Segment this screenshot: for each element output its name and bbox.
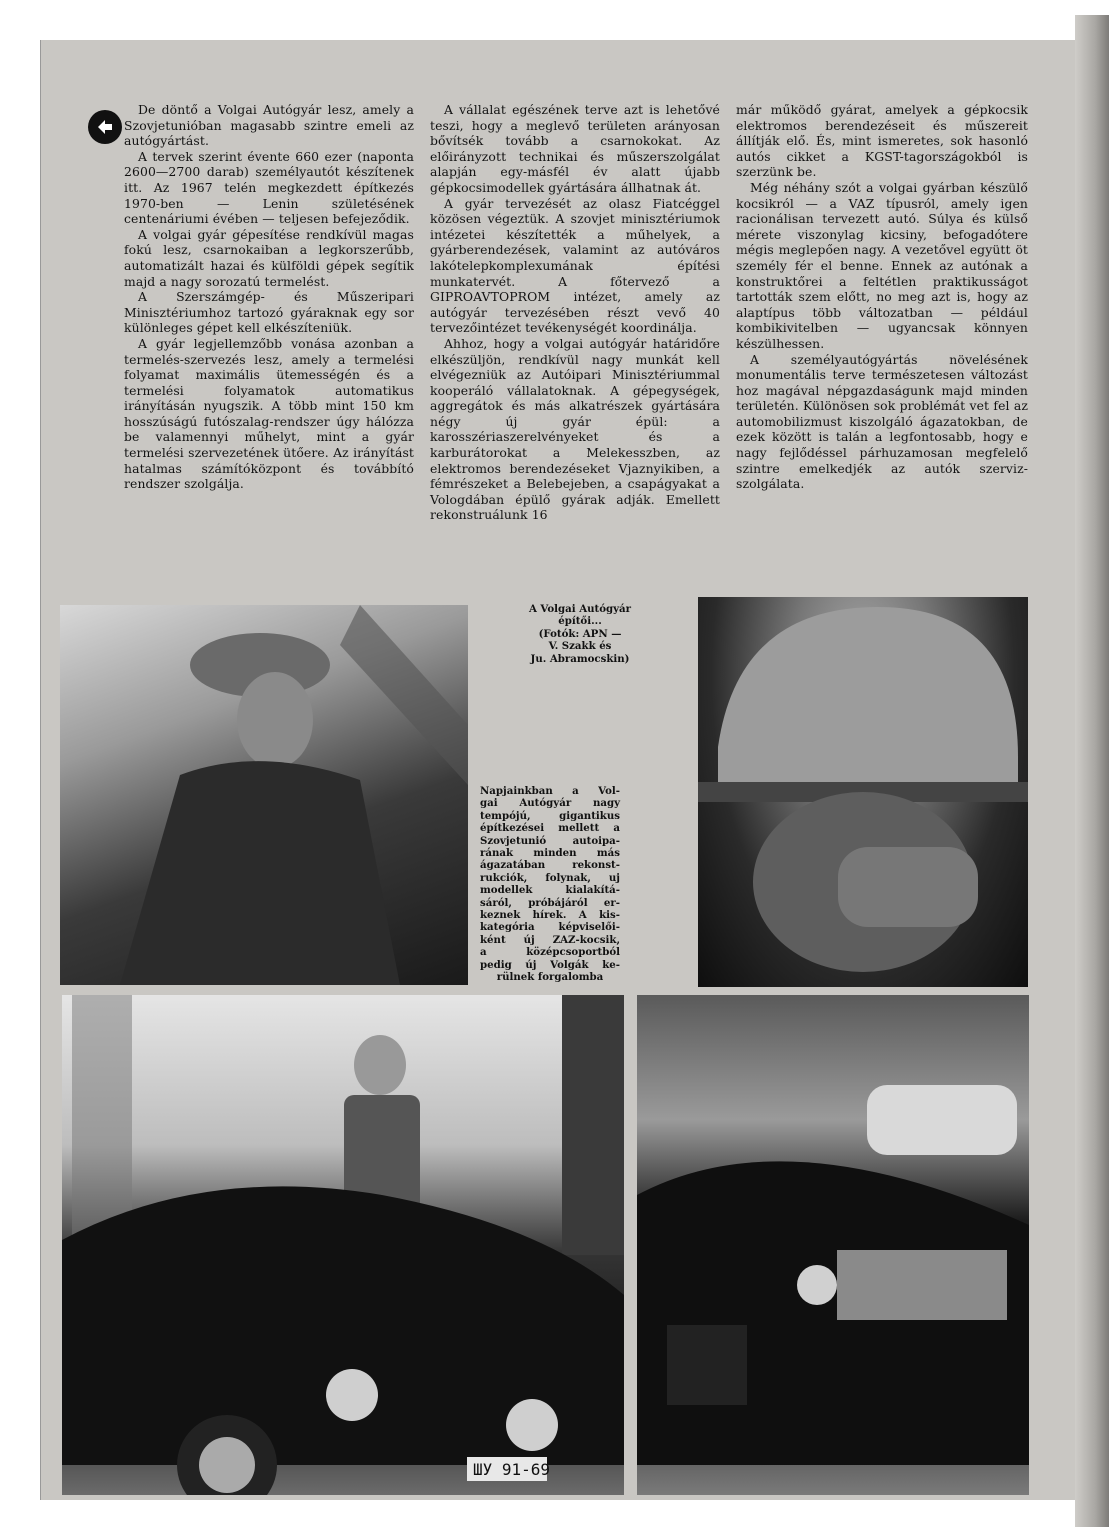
paragraph: Ahhoz, hogy a volgai autógyár határidőre elkészüljön, rendkívül nagy munkát kell elvégezniük az Autóipari Minisztériummal kooperáló vállalatoknak. A gépegységek, aggregátok és más alkatrészek gyártására négy új gyár épül: a karosszériaszerelvényeket és a karburátorokat a Melekesszben, az elektromos berendezéseket Vjaznyikiben, a fémrészeket a Belebejeben, a csapágyakat a Vologdában épülő gyárak adják. Emellett rekonstruálunk 16	[430, 335, 720, 523]
caption-line: modellek kialakítá-	[480, 884, 620, 897]
caption-line: (Fotók: APN —	[538, 627, 622, 640]
article-column-1	[124, 102, 414, 492]
article-column-3	[736, 102, 1028, 492]
caption-line: építkezései mellett a	[480, 822, 620, 835]
caption-line: rukciók, folynak, uj	[480, 871, 620, 884]
paragraph: már működő gyárat, amelyek a gépkocsik elektromos berendezéseit és műszereit állítják elő. És, mint ismeretes, sok hasonló autós cikket a KGST-tagországokból is szerzünk be.	[736, 102, 1028, 180]
caption-line: rának minden más	[480, 847, 620, 860]
paragraph: Még néhány szót a volgai gyárban készülő kocsikról — a VAZ típusról, amely igen racionálisan tervezett autó. Súlya és külső mérete viszonylag kicsiny, befogadótere mégis meglepően nagy. A vezetővel együtt öt személy fér el benne. Ennek az autónak a konstruktőrei a feltétlen praktikusságot tartották szem előtt, no meg azt is, hogy az alaptípus több változatban — például kombikivitelben — ugyancsak könnyen készülhessen.	[736, 179, 1028, 351]
paragraph: De döntő a Volgai Autógyár lesz, amely a Szovjetunióban magasabb szintre emeli az autógyártást.	[124, 102, 414, 149]
paragraph: A Szerszámgép- és Műszeripari Minisztériumhoz tartozó gyáraknak egy sor különleges gépet kell elkészíteniük.	[124, 289, 414, 336]
photo-credit-caption	[480, 603, 680, 665]
caption-line: V. Szakk és	[548, 640, 612, 653]
paragraph: A vállalat egészének terve azt is lehetővé teszi, hogy a meglevő területen arányosan bővítsék tovább a csarnokokat. Az előirányzott technikai és műszerszolgálat alapján egy-másfél év alatt újabb gépkocsimodellek gyártására állhatnak át.	[430, 102, 720, 195]
caption-line: pedig új Volgák ke-	[480, 958, 620, 971]
description-caption	[480, 785, 620, 984]
caption-line: ágazatában rekonst-	[480, 859, 620, 872]
paragraph: A személyautógyártás növelésének monumentális terve természetesen változást hoz magával népgazdaságunk majd minden területén. Különösen sok problémát vet fel az automobilizmust kiszolgáló ágazatokban, de ezek között is talán a legfontosabb, hogy e nagy fejlődéssel párhuzamosan megfelelő szintre emelkedjék az autók szerviz-szolgálata.	[736, 351, 1028, 492]
photo-worker-with-helmet	[698, 597, 1028, 987]
photo-volga-car-factory	[637, 995, 1029, 1495]
caption-line: építői...	[558, 615, 602, 628]
caption-line: A Volgai Autógyár	[528, 603, 632, 615]
paragraph: A gyár tervezését az olasz Fiatcéggel közösen végeztük. A szovjet minisztériumok intézetei készítették a műhelyek, a gyárberendezések, valamint az autóváros lakótelepkomplexumának építési munkatervét. A főtervező a GIPROAVTOPROM intézet, amely az autógyár tervezésében részt vevő 40 tervezőintézet tevékenységét koordinálja.	[430, 195, 720, 336]
paragraph: A tervek szerint évente 660 ezer (naponta 2600—2700 darab) személyautót készítenek itt. Az 1967 telén megkezdett építkezés 1970-ben — Lenin születésének centenáriumi évében — teljesen befejeződik.	[124, 148, 414, 227]
caption-line: rülnek forgalomba	[496, 971, 604, 984]
paragraph: A volgai gyár gépesítése rendkívül magas fokú lesz, csarnokaiban a legkorszerűbb, automatizált hazai és külföldi gépek segítik majd a nagy sorozatú termelést.	[124, 226, 414, 289]
caption-line: tempójú, gigantikus	[480, 809, 620, 822]
caption-line: Napjainkban a Vol-	[480, 785, 620, 797]
caption-line: a középcsoportból	[480, 946, 620, 959]
page-edge	[1075, 15, 1109, 1527]
photo-zaz-car-with-woman	[62, 995, 624, 1495]
caption-line: kategória képviselői-	[480, 921, 620, 934]
article-column-2	[430, 102, 720, 523]
paragraph: A gyár legjellemzőbb vonása azonban a termelés-szervezés lesz, amely a termelési folyamat maximális ütemességén és a termelési folyamatok automatikus irányításán nyugszik. A több mint 150 km hosszúságú futószalag-rendszer úgy hálózza be valamennyi műhelyt, mint a gyár termelési szervezetének ütőere. Az irányítást hatalmas számítóközpont és továbbító rendszer szolgálja.	[124, 335, 414, 492]
caption-line: sáról, próbájáról er-	[480, 896, 620, 909]
caption-line: gai Autógyár nagy	[480, 797, 620, 810]
caption-line: keznek hírek. A kis-	[480, 909, 620, 922]
arrow-left-icon	[88, 110, 122, 144]
caption-line: Ju. Abramocskin)	[530, 652, 630, 665]
caption-line: ként új ZAZ-kocsik,	[480, 933, 620, 946]
caption-line: Szovjetunió autoipa-	[480, 834, 620, 847]
photo-worker-with-hat	[60, 605, 468, 985]
license-plate: ШУ 91-69	[473, 1460, 551, 1479]
